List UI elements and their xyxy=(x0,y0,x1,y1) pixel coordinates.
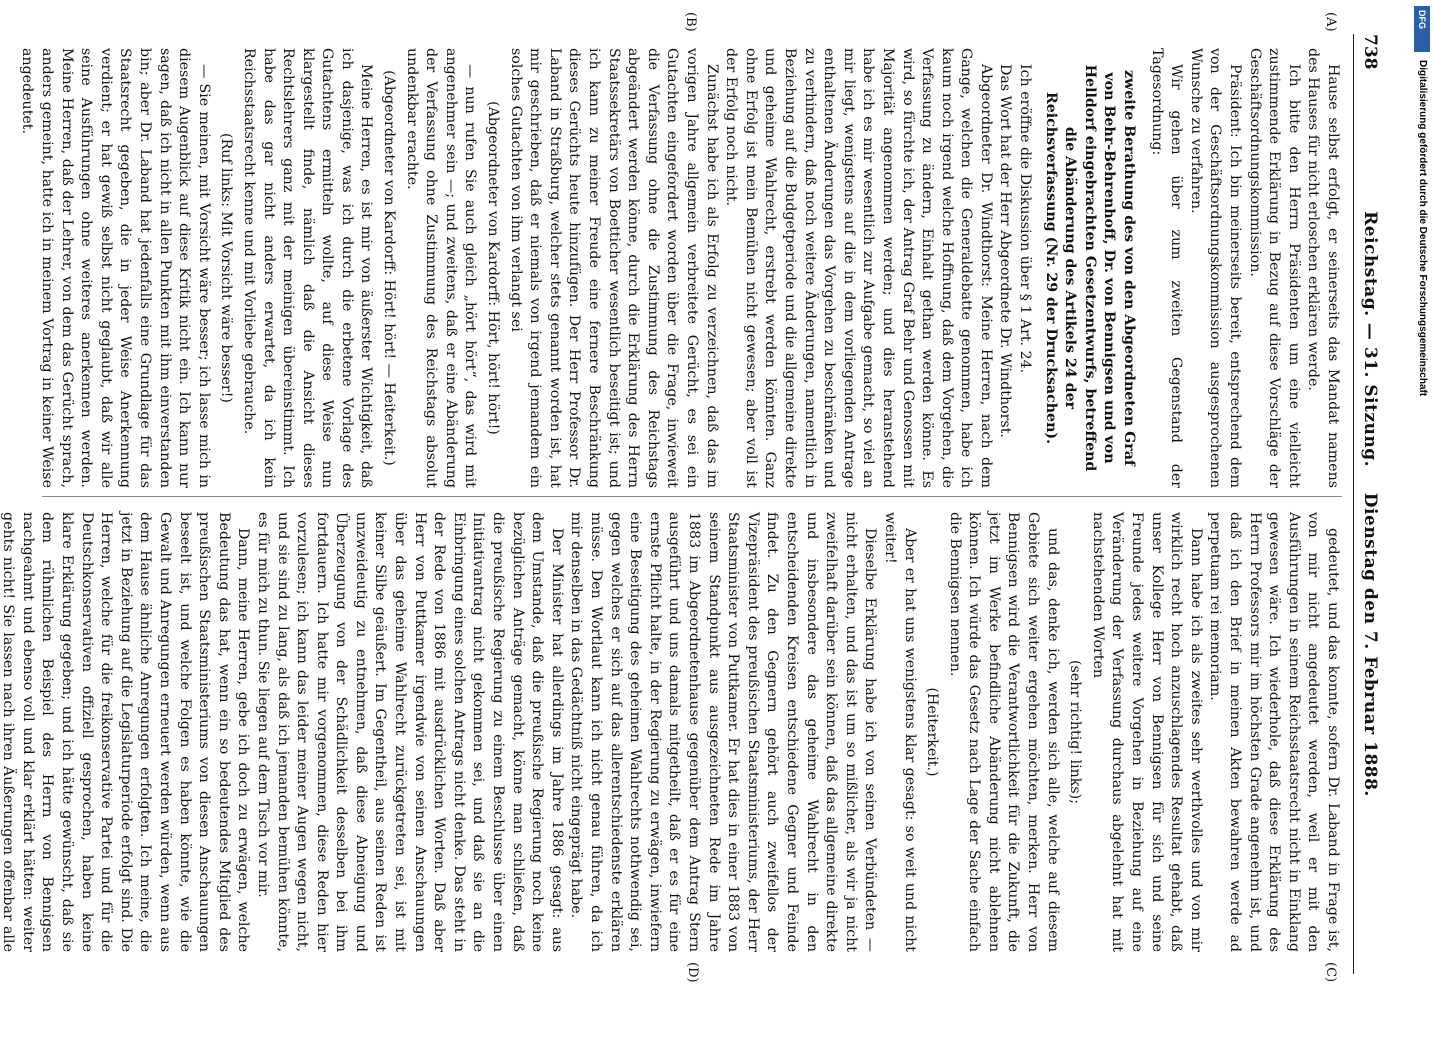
paragraph: — nun rufen Sie auch gleich „hört hört“, das wird mit angenehmer sein —; und zweitens, daß er eine Abänderung der Verfassung ohne Zustimmung des Reichstags absolut undenkbar erachte. xyxy=(403,48,479,488)
left-column xyxy=(19,48,1342,488)
paragraph: Aber er hat uns wenigstens klar gesagt: so weit und nicht weiter! xyxy=(881,512,918,952)
page-number: 738 xyxy=(1360,34,1380,70)
dfg-logo-text: DFG xyxy=(1417,10,1427,29)
paragraph: Abgeordneter Dr. Windthorst: Meine Herren, nach dem Gange, welchen die Generaldebatte genommen, habe ich kaum noch irgend welche Hoffnung, daß dem Vorgehen, die Verfassung zu ändern, Einhalt gethan werden könne. Es wird, so fürchte ich, der Antrag Graf Behr und Genossen mit Majorität angenommen werden; und dies heranstehend habe ich es mir wesentlich zur Aufgabe gemacht, so viel an mir liegt, wenigstens auf die in dem vorliegenden Antrage enthaltenen Änderungen das Vorgehen zu beschränken und zu verhindern, daß noch weitere Änderungen, namentlich in Beziehung auf die Budgetperiode und die allgemeine direkte und geheime Wahlrecht, erstrebt werden könnten. Ganz ohne Erfolg ist mein Bemühen nicht gewesen; aber voll ist der Erfolg noch nicht. xyxy=(723,48,994,488)
header-rule xyxy=(1353,34,1354,974)
right-column xyxy=(0,512,1342,952)
paragraph: gedeutet, und das konnte, sofern Dr. Laband in Frage ist, von mir nicht angedeutet werden, weil er mit den Ausführungen in seinem Reichsstaatsrecht nicht in Einklang gewesen wäre. Ich wiederhole, daß diese Erklärung des Herrn Professors mir im höchsten Grade angenehm ist, und daß ich den Brief in meinen Akten bewahren werde ad perpetuam rei memoriam. xyxy=(1207,512,1341,952)
paragraph: Ich bitte den Herrn Präsidenten um eine vielleicht zustimmende Erklärung in Bezug auf diese Vorschläge der Geschäftsordnungskommission. xyxy=(1246,48,1302,488)
margin-mark-d: (D) xyxy=(685,962,700,983)
digitization-credit xyxy=(1412,60,1430,1040)
paragraph: Das Wort hat der Herr Abgeordnete Dr. Windthorst. xyxy=(997,64,1014,438)
credit-text: Digitalisierung gefördert durch die Deutsche Forschungsgemeinschaft xyxy=(1417,60,1428,397)
interjection: (Heiterkeit.) xyxy=(924,687,941,777)
interjection: (Abgeordneter von Kardorff: Hört, hört! hört!) xyxy=(485,101,502,435)
paragraph: Präsident: Ich bin meinerseits bereit, entsprechend dem von der Geschäftsordnungskommission ausgesprochenen Wunsche zu verfahren. xyxy=(1187,48,1244,488)
paragraph: Dann, meine Herren, gebe ich doch zu erwägen, welche Bedeutung das hat, wenn ein so bedeutendes Mitglied des preußischen Staatsministeriums von diesen Anschauungen beseelt ist, und welche Folgen es haben könnte, wie die Gewalt und Anregungen erneuert werden würden, wenn aus dem Hause ähnliche Anregungen erfolgten. Ich meine, die jetzt in Beziehung auf die Legislaturperiode erfolgt sind. Die Herren, welche für die freikonservative Partei und für die Deutschkonservativen offiziell gesprochen, haben keine klare Erklärung gegeben; und ich hätte gewünscht, daß sie dem rühmlichen Beispiel des Herrn von Bennigsen nachgeahmt und ebenso voll und klar erklärt hätten: weiter gehts nicht! Sie lassen nach ihren Äußerungen offenbar alle xyxy=(0,512,252,952)
paragraph: Dieselbe Erklärung habe ich von seinen Verbündeten — nicht erhalten, und das ist um so mißlicher, als wir ja nicht zweifelhaft darüber sein können, daß das allgemeine direkte und insbesondere das geheime Wahlrecht in den entscheidenden Kreisen entschiedene Gegner und Feinde findet. Zu den Gegnern gehört auch zweifellos der Vizepräsident des preußischen Staatsministeriums, der Herr Staatsminister von Puttkamer. Er hat dies in einer 1883 von seinem Standpunkt aus ausgezeichneten Rede im Jahre 1883 im Abgeordnetenhause gegenüber dem Antrag Stern ausgeführt und uns damals mitgetheilt, daß er es für eine ernste Pflicht halte, in der Regierung zu erwägen, inwiefern eine Beseitigung des geheimen Wahlrechts nothwendig sei, gegen welches er sich auf das allerentschiedenste erklären müsse. Den Wortlaut kann ich nicht genau führen, da ich mir denselben in das Gedächtniß nicht eingeprägt habe. xyxy=(568,512,879,952)
paragraph: Meine Herren, es ist mir von äußerster Wichtigkeit, daß ich dasjenige, was ich durch die erbetene Vorlage des Gutachtens ermitteln wollte, auf diese Weise nun klargestellt finde, nämlich daß die Ansicht dieses Rechtslehrers ganz mit der meinigen übereinstimmt. Ich habe das gar nicht anders erwartet, da ich kein Reichsstaatsrecht kenne und mit Vorliebe gebrauche. xyxy=(240,48,375,488)
paragraph: und das, denke ich, werden sich alle, welche auf diesem Gebiete sich weiter ergehen möchten, merken. Herr von Bennigsen wird die Verantwortlichkeit für die Zukunft, die jetzt im Werke befindliche Abänderung nicht ablehnen können. Ich würde das Gesetz nach Lage der Sache einfach die Bennigsen nennen. xyxy=(946,512,1061,952)
paragraph: Der Minister hat allerdings im Jahre 1886 gesagt: aus dem Umstande, daß die preußische Regierung noch keine bezüglichen Anträge gemacht, könne man schließen, daß die preußische Regierung zu einem Beschlusse über einen Initiativantrag nicht gekommen sei, und daß sie an die Einbringung eines solchen Antrags nicht denke. Das steht in der Rede von 1886 mit ausdrücklichen Worten. Daß aber Herr von Puttkamer irgendwie von seinen Anschauungen über das geheime Wahlrecht zurückgetreten sei, ist mit keiner Silbe geäußert. Im Gegentheil, aus seinen Reden ist unzweideutig zu entnehmen, daß diese Abneigung und Überzeugung von der Schädlichkeit desselben bei ihm fortdauern. Ich hatte mir vorgenommen, diese Reden hier vorzulesen; ich kann das leider meiner Augen wegen nicht, und sie sind zu lang, als daß ich jemanden bemühen könnte, es für mich zu thun. Sie liegen auf dem Tisch vor mir. xyxy=(254,512,565,952)
dfg-logo xyxy=(1414,6,1430,52)
column-divider xyxy=(42,496,1342,497)
agenda-heading: zweite Berathung des von den Abgeordneten Graf von Behr-Behrenhoff, Dr. von Bennigsen und von Helldorf eingebrachten Gesetzentwurfs, betreffend die Abänderung des Artikels 24 der Reichsverfassung (Nr. 29 der Drucksachen). xyxy=(1042,64,1138,472)
interjection: (Abgeordneter von Kardorff: Hört! hört! — Heiterkeit.) xyxy=(381,70,398,466)
paragraph: Zunächst habe ich als Erfolg zu verzeichnen, daß das im vorigen Jahre allgemein verbreitete Gerücht, es sei ein Gutachten eingefordert worden über die Frage, inwieweit die Verfassung ohne die Zustimmung des Reichstags abgeändert werden könne, durch die Erklärung des Herrn Staatssekretärs von Boetticher wesentlich beseitigt ist; und ich kann zu meiner Freude eine fernere Beschränkung dieses Gerüchts heute hinzufügen. Der Herr Professor Dr. Laband in Straßburg, welcher stets genannt worden ist, hat mir geschrieben, daß er niemals von irgend jemandem ein solches Gutachten von ihm verlangt sei xyxy=(507,48,720,488)
margin-mark-b: (B) xyxy=(683,12,698,32)
margin-mark-c: (C) xyxy=(1323,962,1338,983)
interjection: (sehr richtig! links); xyxy=(1067,660,1084,804)
paragraph: Dann habe ich als zweites sehr werthvolles und von mir wirklich recht hoch anzuschlagendes Resultat gehabt, daß unser Kollege Herr von Bennigsen für sich und seine Freunde jedes weitere Vorgehen in Beziehung auf eine Veränderung der Verfassung durchaus abgelehnt hat mit nachstehenden Worten xyxy=(1089,512,1204,952)
paragraph: — Sie meinen, mit Vorsicht wäre besser; ich lasse mich in diesem Augenblick auf diese Kritik nicht ein. Ich kann nur sagen, daß ich nicht in allen Punkten mit ihm einverstanden bin; aber Dr. Laband hat jedenfalls eine Grundlage für das Staatsrecht gegeben, die in jeder Weise Anerkennung verdient; er hat gewiß selbst nicht geglaubt, daß wir alle seine Ausführungen ohne weiteres anerkennen werden. Meine Herren, daß der Lehrer, von dem das Gerücht sprach, anders gemeint, hatte ich in meinem Vortrag in keiner Weise angedeutet. xyxy=(19,48,212,488)
paragraph: Wir gehen über zum zweiten Gegenstand der Tagesordnung: xyxy=(1148,48,1185,488)
session-date: Dienstag den 7. Februar 1888. xyxy=(1360,492,1380,797)
page-header xyxy=(1350,34,1380,974)
running-title xyxy=(1360,34,1380,974)
paragraph: Hause selbst erfolgt, er seinerseits das Mandat namens des Hauses für nicht erloschen erklären werde. xyxy=(1305,48,1341,488)
session-title: Reichstag. — 31. Sitzung. xyxy=(1360,211,1380,468)
interjection: (Ruf links: Mit Vorsicht wäre besser!) xyxy=(218,133,235,403)
paragraph: Ich eröffne die Diskussion über § 1 Art. 24. xyxy=(1017,64,1034,374)
margin-mark-a: (A) xyxy=(1323,12,1338,32)
